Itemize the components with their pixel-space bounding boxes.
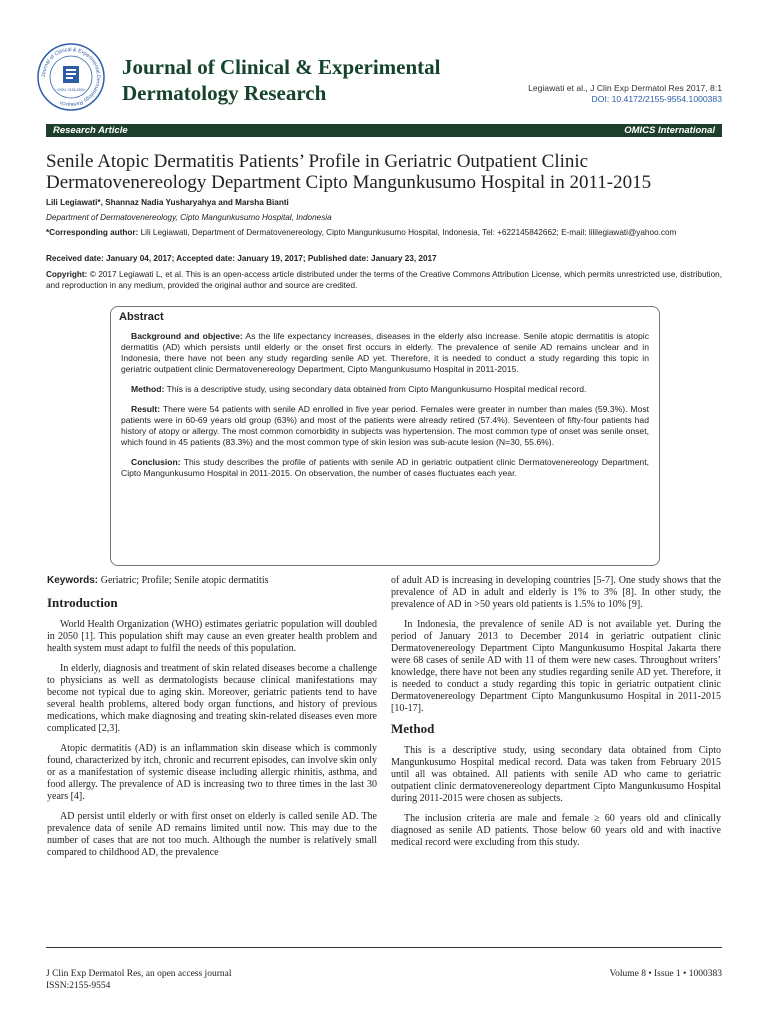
copyright-text: © 2017 Legiawati L, et al. This is an open-access article distributed under the terms of the Creative Commons Attribution License, which permits unrestricted use, distribution, and reproduction in any medium, provided the original author and source are credited. — [46, 270, 722, 290]
corresponding-author — [46, 228, 722, 239]
journal-seal-icon — [36, 42, 106, 112]
journal-title[interactable] — [122, 54, 441, 106]
copyright-label: Copyright: — [46, 270, 88, 279]
introduction-heading: Introduction — [47, 595, 118, 610]
right-column — [391, 575, 721, 857]
article-dates: Received date: January 04, 2017; Accepted date: January 19, 2017; Published date: January 23, 2017 — [46, 254, 437, 263]
abstract-conclusion-text: This study describes the profile of patients with senile AD in geriatric outpatient clinic Dermatovenereology Department, Cipto Mangunkusumo Hospital in 2011-2015. On observation, the number of cases fluctuates each year. — [121, 457, 649, 478]
journal-title-line2: Dermatology Research — [122, 81, 327, 105]
introduction-paragraph: World Health Organization (WHO) estimates geriatric population will doubled in 2050 [1]. This population shift may cause an even greater health problem and health system must adapt to fulfil the needs of this population. — [47, 619, 377, 654]
author-list: Lili Legiawati*, Shannaz Nadia Yusharyahya and Marsha Bianti — [46, 198, 289, 207]
citation: Legiawati et al., J Clin Exp Dermatol Res 2017, 8:1 — [528, 83, 722, 93]
introduction-paragraph: In elderly, diagnosis and treatment of skin related diseases become a challenge to physicians as well as dermatologists because clinical manifestations may become not typical due to aging skin. Moreover, geriatric patients tend to have several health problems, altered body organ functions, and history of previous medications, which make diagnosing and treating skin-related diseases even more complicated [2,3]. — [47, 663, 377, 734]
introduction-paragraph: AD persist until elderly or with first onset on elderly is called senile AD. The prevalence data of senile AD remains limited until now. This may due to the number of cases that are not too much. Although the number is relatively small compared to childhood AD, the prevalence — [47, 811, 377, 858]
abstract-method — [121, 384, 649, 395]
corresponding-label: *Corresponding author: — [46, 228, 139, 237]
footer-divider — [46, 947, 722, 948]
publisher-label: OMICS International — [624, 125, 715, 136]
method-heading: Method — [391, 721, 435, 736]
abstract-conclusion-label: Conclusion: — [131, 457, 181, 467]
method-paragraph: The inclusion criteria are male and female ≥ 60 years old and clinically diagnosed as senile AD patients. Those below 60 years old and with inactive medical record were excluding from this study. — [391, 813, 721, 848]
method-paragraph: This is a descriptive study, using secondary data obtained from Cipto Mangunkusumo Hospital medical record. Data was taken from February 2015 until all was obtained. All patients with senile AD who came to geriatric outpatient clinic dermatovenereology department Cipto Mangunkusumo Hospital during 2011-2015 were chosen as subjects. — [391, 745, 721, 804]
abstract-conclusion — [121, 457, 649, 479]
citation-block — [528, 83, 722, 105]
abstract-background-text: As the life expectancy increases, diseases in the elderly also increase. Senile atopic dermatitis is atopic dermatitis (AD) which persists until elderly or the onset first occurs in elderly. The prevalence of senile AD remains unclear and in Indonesia, there have not been any study regarding senile AD yet. Therefore, it is needed to conduct a study regarding this topic in geriatric outpatient clinic Dermatovenereology Department, Cipto Mangunkusumo Hospital in 2011-2015. — [121, 331, 649, 374]
seal-ring-text: Journal of Clinical & Experimental Dermatology Research — [40, 46, 102, 108]
abstract-method-text: This is a descriptive study, using secondary data obtained from Cipto Mangunkusumo Hospital medical record. — [166, 384, 587, 394]
seal-issn-text: ISSN: 2155-9554 — [57, 88, 85, 92]
article-title: Senile Atopic Dermatitis Patients’ Profile in Geriatric Outpatient Clinic Dermatovenereology Department Cipto Mangunkusumo Hospital in 2011-2015 — [46, 151, 652, 193]
keywords — [47, 575, 377, 587]
journal-title-line1: Journal of Clinical & Experimental — [122, 55, 441, 79]
abstract-result-text: There were 54 patients with senile AD enrolled in five year period. Females were greater in number than males (59.3%). Most patients were in 60-69 years old group (63%) and most of the patients were already retired (57.4%). Seventeen of fifty-four patients had history of atopy or allergy. The most common comorbidity in subjects was hypertension. The most common type of onset was senile onset, which found in 45 patients (83.3%) and the most common type of skin lesion was sub-acute lesion (N=30, 55.6%). — [121, 404, 649, 447]
keywords-text: Geriatric; Profile; Senile atopic dermatitis — [100, 575, 269, 586]
footer-issn: ISSN:2155-9554 — [46, 981, 111, 991]
abstract-result — [121, 404, 649, 448]
doi-link[interactable]: DOI: 10.4172/2155-9554.1000383 — [591, 94, 722, 104]
abstract-heading: Abstract — [119, 311, 164, 323]
footer-volume: Volume 8 • Issue 1 • 1000383 — [609, 969, 722, 979]
copyright — [46, 270, 722, 291]
introduction-paragraph: In Indonesia, the prevalence of senile AD is not available yet. During the period of January 2013 to December 2014 in geriatric outpatient clinic Dermatovenereology Department Cipto Mangunkusumo Hospital Jakarta there were 68 cases of senile AD with 11 of them were new cases. Throughout writers’ knowledge, there have not been any studies regarding senile AD yet. Therefore, it is needed to conduct a study regarding this topic in geriatric outpatient clinic Dermatovenereology Department Cipto Mangunkusumo Hospital in 2011-2015 [10-17]. — [391, 619, 721, 714]
left-column — [47, 575, 377, 867]
footer-journal: J Clin Exp Dermatol Res, an open access journal — [46, 969, 232, 979]
abstract-background-label: Background and objective: — [131, 331, 243, 341]
abstract-result-label: Result: — [131, 404, 161, 414]
introduction-paragraph: Atopic dermatitis (AD) is an inflammation skin disease which is commonly found, characterized by itch, chronic and recurrent episodes, can involve skin only or as a manifestation of systemic disease including allergic rhinitis, asthma, and food allergy. The prevalence of AD is increasing two to three times in the last 30 years [4]. — [47, 743, 377, 802]
abstract-method-label: Method: — [131, 384, 165, 394]
keywords-label: Keywords: — [47, 575, 99, 586]
abstract-background — [121, 331, 649, 375]
article-type-bar — [46, 124, 722, 137]
introduction-paragraph: of adult AD is increasing in developing countries [5-7]. One study shows that the prevalence of AD in adult and elderly is 1% to 3% [8]. In other study, the prevalence of AD in >50 years old patients is 1.5% to 10% [9]. — [391, 575, 721, 610]
article-type-label: Research Article — [53, 125, 128, 136]
footer-left — [46, 968, 231, 992]
abstract-box — [110, 306, 660, 566]
corresponding-text: Lili Legiawati, Department of Dermatovenereology, Cipto Mangunkusumo Hospital, Indonesia, Tel: +622145842662; E-mail: lililegiawati@yahoo.com — [140, 228, 677, 237]
affiliation: Department of Dermatovenereology, Cipto Mangunkusumo Hospital, Indonesia — [46, 213, 332, 222]
